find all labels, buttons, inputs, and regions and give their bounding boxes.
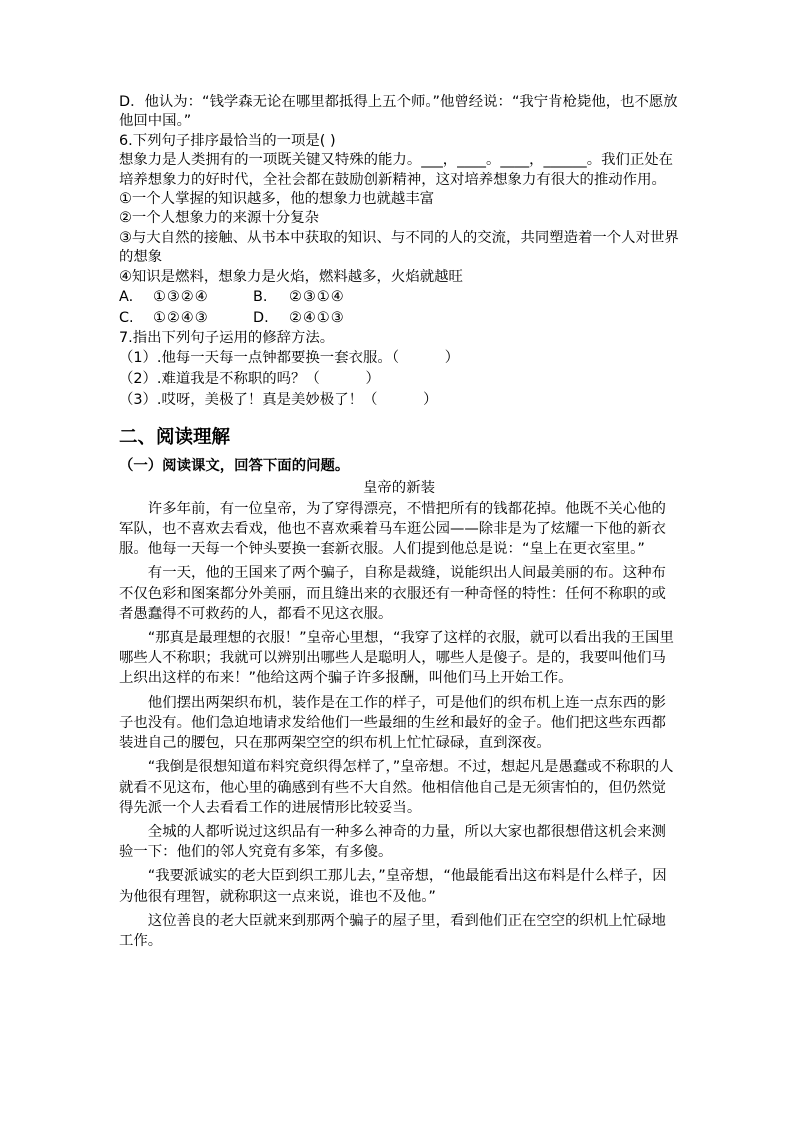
story-text (119, 499, 679, 951)
q7-stem: 7.指出下列句子运用的修辞方法。 (119, 330, 335, 347)
section-title: 二、阅读理解 (119, 426, 231, 448)
story-paragraph: 许多年前，有一位皇帝，为了穿得漂亮，不惜把所有的钱都花掉。他既不关心他的军队，也不喜欢去看戏，他也不喜欢乘着马车逛公园——除非是为了炫耀一下他的新衣服。他每一天每一个钟头要换一套新衣服。人们提到他总是说：“皇上在更衣室里。” (119, 500, 666, 558)
q5-option-d: D．他认为：“钱学森无论在哪里都抵得上五个师。”他曾经说：“我宁肯枪毙他，也不愿放他回中国。” (119, 94, 678, 130)
q6-options-row-1 (119, 287, 679, 308)
story-paragraph: “我要派诚实的老大臣到织工那儿去，”皇帝想，“他最能看出这布料是什么样子，因为他很有理智，就称职这一点来说，谁也不及他。” (119, 868, 667, 905)
section-subtitle: （一）阅读课文，回答下面的问题。 (119, 457, 350, 474)
q6-option-b-label: B. (253, 289, 268, 306)
q6-item-4: ④知识是燃料，想象力是火焰，燃料越多，火焰就越旺 (119, 268, 463, 285)
q6-item-3: ③与大自然的接触、从书本中获取的知识、与不同的人的交流，共同塑造着一个人对世界的想象 (119, 229, 679, 266)
q6-option-d-value: ②④①③ (289, 310, 345, 327)
story-title: 皇帝的新装 (363, 479, 435, 496)
document-page (119, 93, 679, 951)
q6-item-1: ①一个人掌握的知识越多，他的想象力也就越丰富 (119, 191, 435, 208)
q6-item-2: ②一个人想象力的来源十分复杂 (119, 210, 319, 227)
story-paragraph: 他们摆出两架织布机，装作是在工作的样子，可是他们的织布机上连一点东西的影子也没有。他们急迫地请求发给他们一些最细的生丝和最好的金子。他们把这些东西都装进自己的腰包，只在那两架空空的织布机上忙忙碌碌，直到深夜。 (119, 694, 666, 752)
q6-option-a-value: ①③②④ (153, 289, 209, 306)
q6-passage: 想象力是人类拥有的一项既关键又特殊的能力。___，____。____，______。我们正处在培养想象力的好时代，全社会都在鼓励创新精神，这对培养想象力有很大的推动作用。 (119, 152, 674, 188)
story-paragraph: 有一天，他的王国来了两个骗子，自称是裁缝，说能织出人间最美丽的布。这种布不仅色彩和图案都分外美丽，而且缝出来的衣服还有一种奇怪的特性：任何不称职的或者愚蠢得不可救药的人，都看不见这衣服。 (119, 565, 666, 622)
q6-option-c-label: C. (119, 310, 134, 327)
story-paragraph: “那真是最理想的衣服！”皇帝心里想，“我穿了这样的衣服，就可以看出我的王国里哪些人不称职；我就可以辨别出哪些人是聪明人，哪些人是傻子。是的，我要叫他们马上织出这样的布来！”他给这两个骗子许多报酬，叫他们马上开始工作。 (119, 630, 674, 687)
q6-option-d-label: D. (253, 310, 269, 327)
q7-item-3: （3）.哎呀，美极了！真是美妙极了！（ ） (119, 392, 438, 409)
q7-item-2: （2）.难道我是不称职的吗？（ ） (119, 371, 380, 388)
story-paragraph: 这位善良的老大臣就来到那两个骗子的屋子里，看到他们正在空空的织机上忙碌地工作。 (119, 912, 666, 949)
story-paragraph: 全城的人都听说过这织品有一种多么神奇的力量，所以大家也都很想借这机会来测验一下：他们的邻人究竟有多笨，有多傻。 (119, 823, 666, 861)
q7-item-1: （1）.他每一天每一点钟都要换一套衣服。（ ） (119, 350, 460, 367)
q6-options-row-2 (119, 308, 679, 329)
q6-stem: 6.下列句子排序最恰当的一项是( ) (119, 132, 336, 149)
q6-option-a-label: A. (119, 289, 134, 306)
q6-option-b-value: ②③①④ (289, 289, 345, 306)
story-paragraph: “我倒是很想知道布料究竟织得怎样了，”皇帝想。不过，想起凡是愚蠢或不称职的人就看不见这布，他心里的确感到有些不大自然。他相信他自己是无须害怕的，但仍然觉得先派一个人去看看工作的进展情形比较妥当。 (119, 759, 674, 816)
q6-option-c-value: ①②④③ (153, 310, 209, 327)
